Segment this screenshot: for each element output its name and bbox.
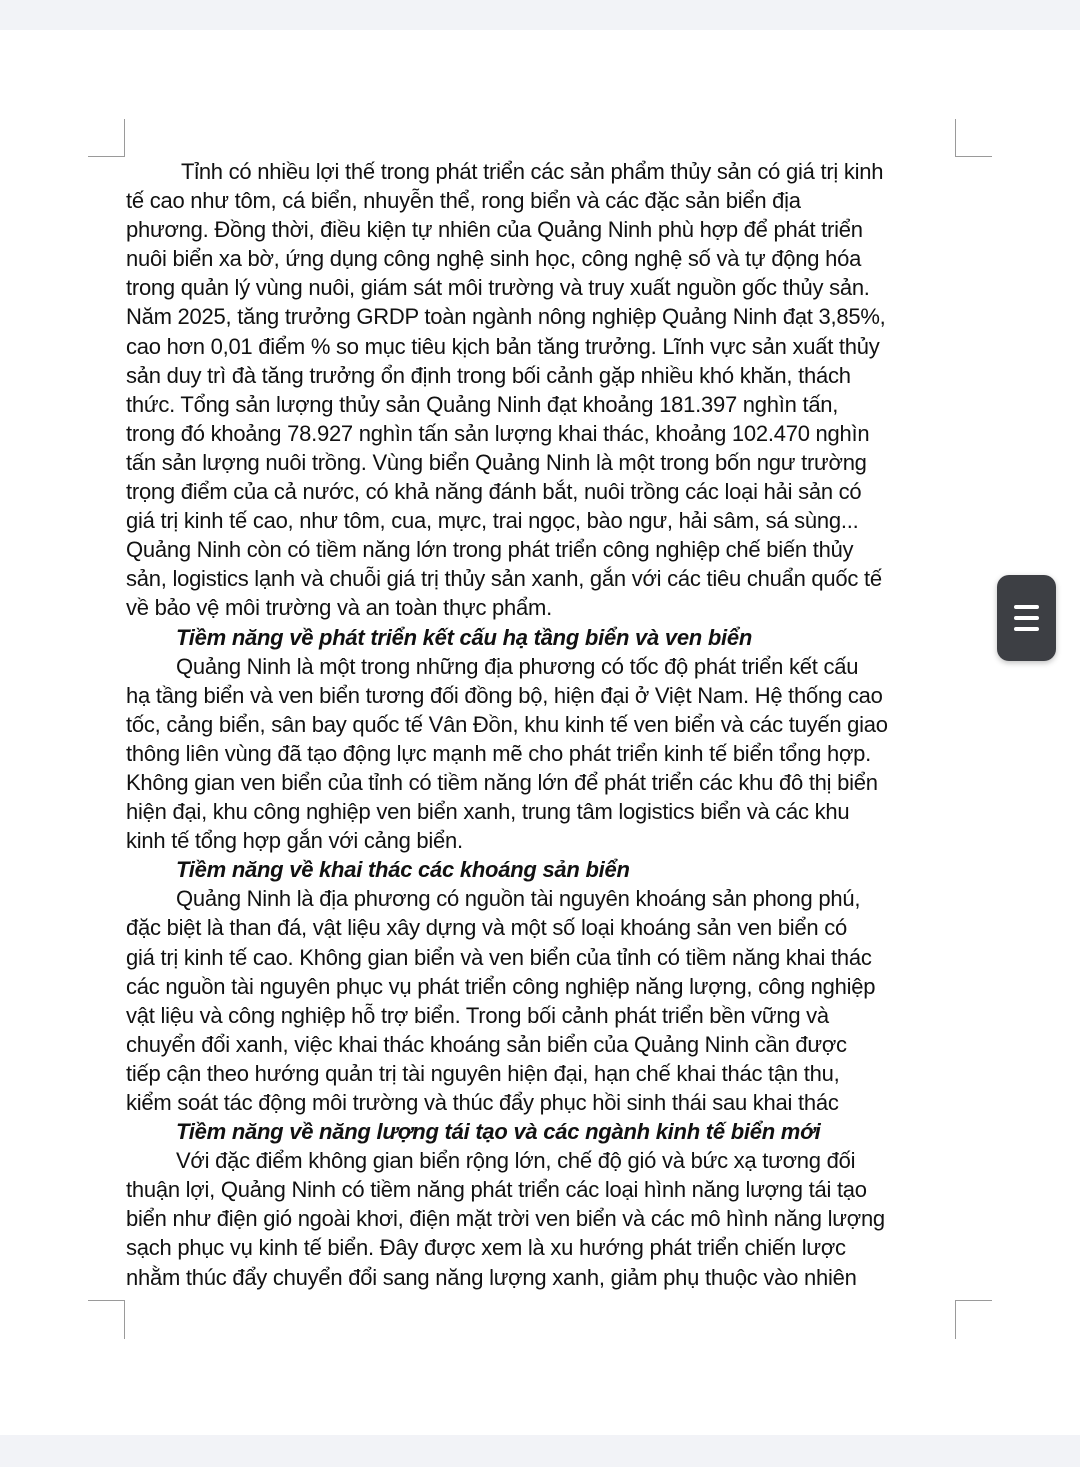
margin-corner-top-right [955,119,992,157]
text-line: thuận lợi, Quảng Ninh có tiềm năng phát triển các loại hình năng lượng tái tạo [126,1177,867,1203]
text-line: kiểm soát tác động môi trường và thúc đẩy phục hồi sinh thái sau khai thác [126,1090,839,1115]
text-line: Quảng Ninh là địa phương có nguồn tài nguyên khoáng sản phong phú, [176,886,861,912]
document-body[interactable] [126,157,952,1292]
margin-corner-bottom-right [955,1300,992,1339]
text-line: hạ tầng biển và ven biển tương đối đồng bộ, hiện đại ở Việt Nam. Hệ thống cao [126,682,883,708]
text-line: hiện đại, khu công nghiệp ven biển xanh, trung tâm logistics biển và các khu [126,799,850,825]
text-line: Năm 2025, tăng trưởng GRDP toàn ngành nông nghiệp Quảng Ninh đạt 3,85%, [126,304,886,330]
text-line: Với đặc điểm không gian biển rộng lớn, chế độ gió và bức xạ tương đối [176,1148,856,1174]
section-heading: Tiềm năng về phát triển kết cấu hạ tầng biển và ven biển [176,624,753,650]
text-line: kinh tế tổng hợp gắn với cảng biển. [126,828,463,854]
text-line: trong quản lý vùng nuôi, giám sát môi trường và truy xuất nguồn gốc thủy sản. [126,275,870,301]
text-line: chuyển đổi xanh, việc khai thác khoáng sản biển của Quảng Ninh cần được [126,1031,847,1057]
text-line: giá trị kinh tế cao. Không gian biển và ven biển của tỉnh có tiềm năng khai thác [126,944,872,970]
text-line: tấn sản lượng nuôi trồng. Vùng biển Quảng Ninh là một trong bốn ngư trường [126,449,867,475]
section-heading: Tiềm năng về khai thác các khoáng sản biển [176,857,630,883]
text-line: sản, logistics lạnh và chuỗi giá trị thủy sản xanh, gắn với các tiêu chuẩn quốc tế [126,566,882,592]
menu-icon [1011,603,1042,633]
text-line: phương. Đồng thời, điều kiện tự nhiên của Quảng Ninh phù hợp để phát triển [126,217,863,243]
text-line: nuôi biển xa bờ, ứng dụng công nghệ sinh học, công nghệ số và tự động hóa [126,246,862,272]
text-line: cao hơn 0,01 điểm % so mục tiêu kịch bản tăng trưởng. Lĩnh vực sản xuất thủy [126,333,880,359]
text-line: thức. Tổng sản lượng thủy sản Quảng Ninh đạt khoảng 181.397 nghìn tấn, [126,391,839,417]
text-line: sạch phục vụ kinh tế biển. Đây được xem là xu hướng phát triển chiến lược [126,1235,846,1261]
text-line: Quảng Ninh còn có tiềm năng lớn trong phát triển công nghiệp chế biến thủy [126,537,854,563]
margin-corner-bottom-left [88,1300,125,1339]
text-line: các nguồn tài nguyên phục vụ phát triển công nghiệp năng lượng, công nghiệp [126,973,876,999]
text-line: vật liệu và công nghiệp hỗ trợ biển. Trong bối cảnh phát triển bền vững và [126,1002,829,1028]
text-line: biển như điện gió ngoài khơi, điện mặt trời ven biển và các mô hình năng lượng [126,1206,885,1232]
text-line: Quảng Ninh là một trong những địa phương có tốc độ phát triển kết cấu [176,653,859,679]
text-line: sản duy trì đà tăng trưởng ổn định trong bối cảnh gặp nhiều khó khăn, thách [126,362,851,388]
margin-corner-top-left [88,119,125,157]
text-line: trong đó khoảng 78.927 nghìn tấn sản lượng khai thác, khoảng 102.470 nghìn [126,420,870,446]
text-line: Tỉnh có nhiều lợi thế trong phát triển các sản phẩm thủy sản có giá trị kinh [181,159,884,184]
text-line: thông liên vùng đã tạo động lực mạnh mẽ cho phát triển kinh tế biển tổng hợp. [126,740,871,766]
text-line: tốc, cảng biển, sân bay quốc tế Vân Đồn, khu kinh tế ven biển và các tuyến giao [126,711,888,737]
text-line: tiếp cận theo hướng quản trị tài nguyên hiện đại, hạn chế khai thác tận thu, [126,1060,840,1086]
text-line: đặc biệt là than đá, vật liệu xây dựng và một số loại khoáng sản ven biển có [126,915,847,941]
text-line: nhằm thúc đẩy chuyển đổi sang năng lượng xanh, giảm phụ thuộc vào nhiên [126,1264,857,1290]
section-heading: Tiềm năng về năng lượng tái tạo và các ngành kinh tế biển mới [176,1119,821,1145]
text-line: Không gian ven biển của tỉnh có tiềm năng lớn để phát triển các khu đô thị biển [126,769,878,795]
text-line: tế cao như tôm, cá biển, nhuyễn thể, rong biển và các đặc sản biển địa [126,188,801,214]
text-line: giá trị kinh tế cao, như tôm, cua, mực, trai ngọc, bào ngư, hải sâm, sá sùng... [126,508,859,534]
floating-menu-button[interactable] [997,575,1056,661]
text-line: về bảo vệ môi trường và an toàn thực phẩm. [126,595,552,621]
text-line: trọng điểm của cả nước, có khả năng đánh bắt, nuôi trồng các loại hải sản có [126,479,862,505]
